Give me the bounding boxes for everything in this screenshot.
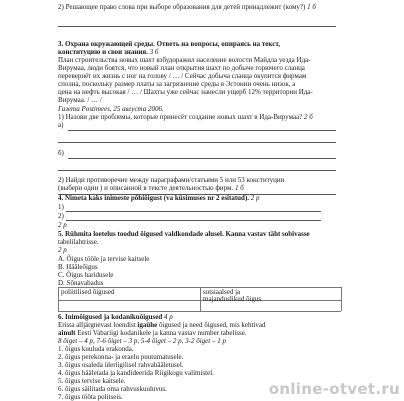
q3-answer-a-line[interactable] (68, 130, 336, 131)
q3-answer-a-label: а) (58, 121, 64, 129)
table-header-political: poliitilised õigused (61, 288, 115, 296)
q3-sub1: 1) Назови две проблемы, которые принесёт создание новых шахт в Ида-Вирумаа? 2 б (58, 113, 313, 121)
q5-title: 5. Rühmita loetelus toodud õigused valdkondade alusel. Kanna vastav täht sobivasse (58, 230, 310, 238)
q3-title-cont: конституцию и свои знания. 3 б (58, 48, 159, 56)
q5-item: D. Sõnavabadus (58, 279, 104, 287)
q3-sub2-cont: (выбери один ) и описанной в тексте деятельностью фирм. 1 б (58, 184, 244, 192)
q6-item: 1. õigus kuuluda erakonda. (58, 345, 134, 353)
q3-passage-line: Вирумаа. / … / (58, 96, 102, 104)
q6-instruction-a: Erista alljärgnevast loendist igaühe õigused ja need õigused, mis kehtivad (58, 321, 266, 329)
q6-item: 6. õigus säilitada oma rahvuskuuluvus. (58, 385, 167, 393)
table-cell-political-answer[interactable] (60, 301, 198, 310)
q4-title: 4. Nimeta kaks inimeste põhiõigust (va küsimuses nr 2 esitatud). 2 p (58, 194, 260, 202)
q3-source: Газета Postimees, 25 августа 2006. (58, 105, 164, 113)
q4-line1-label: 1) (58, 203, 64, 211)
q4-line2[interactable] (66, 220, 321, 221)
q3-answer-a-line2[interactable] (58, 142, 336, 143)
q6-item: 7. õigus tööta politseis. (58, 393, 123, 401)
q2-answer-line[interactable] (58, 26, 336, 27)
q4-score: 2 p (58, 221, 67, 229)
q6-item: 2. õigus perekonna- ja eraelu puutumatusele. (58, 353, 184, 361)
q4-line1[interactable] (66, 211, 321, 212)
q5-item: B. Hääleõigus (58, 263, 98, 271)
q6-instruction-b: ainult Eesti Vabariigi kodanikele ja kanna vastav number tabelisse. (58, 329, 247, 337)
q3-answer-b-line2[interactable] (58, 170, 336, 171)
q3-sub2: 2) Найди противоречие между параграфами/статьями 5 или 53 конституции (58, 176, 285, 184)
q6-score-scale: 8 õiget – 4 p, 7-6 õiget – 3 p, 5-4 õiget – 2 p, 3-2 õiget – 1 p (58, 337, 226, 345)
q2-question: 2) Решающее право слова при выборе образования для детей принадлежит (кому?) 1 б (58, 3, 316, 11)
q4-line2-label: 2) (58, 212, 64, 220)
q3-passage-line: Вирумаа, люди боятся, что новый план открытия шахт по добыче горючего сланца (58, 64, 305, 72)
q3-answer-b-line[interactable] (68, 158, 336, 159)
table-cell-social-answer[interactable] (202, 301, 339, 310)
q3-title: 3. Охрана окружающей среды. Ответь на вопросы, опираясь на текст, (58, 40, 281, 48)
q5-title-cont: tabelilahtrisse. (58, 238, 99, 246)
q3-passage-line: перевернёт их жизнь с ног на голову / … / Сейчас добыча сланца окупится фирмам (58, 72, 307, 80)
q3-answer-b-label: б) (58, 149, 64, 157)
q5-item: C. Õigus haridusele (58, 271, 114, 279)
q3-passage-line: сполна, поскольку размер платы за загрязнение среды в Эстонии очень низок, а (58, 80, 296, 88)
table-header-social-1: sotsiaalsed ja (203, 288, 241, 296)
q3-passage-line: цена на нефть высокая / … / Шахты уже сейчас нанесли ущерб 12% территории Ида- (58, 88, 313, 96)
q3-passage-line: План строительства новых шахт взбудоражил население волости Майдла уезда Ида- (58, 56, 311, 64)
q5-points: 2 p (58, 246, 67, 254)
q6-item: 4. õigus hääletada ja kandideerida Riigikogu valimistel. (58, 369, 214, 377)
q6-item: 3. õigus osaleda üleriigilisel rahvahääletusel. (58, 361, 184, 369)
q6-title: 6. Inimõigused ja kodanikuõigused 4 p (58, 313, 173, 321)
watermark: online-otvet.ru (268, 379, 400, 398)
q5-item: A. Õigus tööle ja tervise kaitsele (58, 255, 150, 263)
q6-item: 5. õigus tervise kaitsele. (58, 377, 126, 385)
table-header-social-2: majanduslikud õigus (203, 295, 262, 303)
